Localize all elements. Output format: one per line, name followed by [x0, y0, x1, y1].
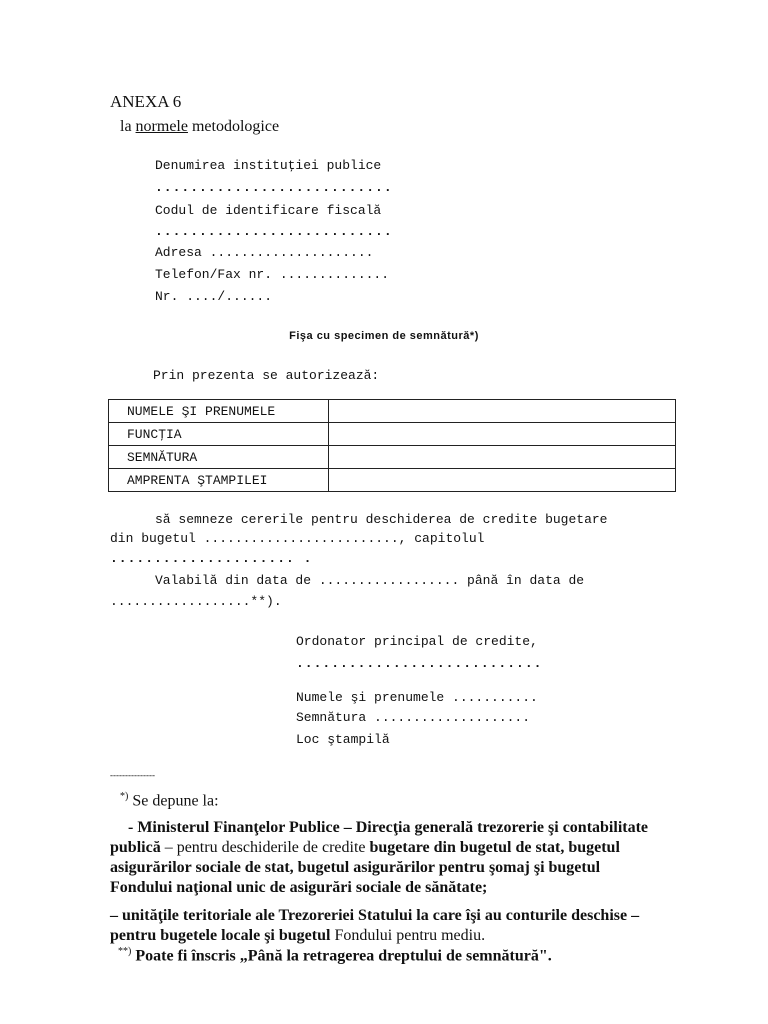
- footnote-1-p2-regular: Fondului pentru mediu.: [330, 927, 486, 944]
- annex-title: ANEXA 6: [110, 92, 182, 111]
- footnote-1-p1-bold-b: bugetare din bugetul de stat, bugetul asigurărilor sociale de stat, bugetul asigurărilor pentru şomaj şi bugetul Fondului naţional unic de asigurări sociale de sănătate;: [110, 839, 620, 896]
- footnote-1-p2-bold: – unităţile teritoriale ale Trezoreriei Statului la care îşi au conturile deschise – pentru bugetele locale şi bugetul: [110, 907, 640, 944]
- address-line: Adresa .....................: [155, 245, 374, 260]
- table-row: [109, 446, 676, 469]
- row-value-name: [329, 400, 676, 423]
- document-title: Fişa cu specimen de semnătură*): [289, 330, 479, 342]
- footnote-2-text: Poate fi înscris „Până la retragerea dreptului de semnătură".: [135, 947, 552, 965]
- footnote-1-p1-regular: – pentru deschiderile de credite: [160, 839, 370, 856]
- footnote-separator: ---------------: [110, 770, 155, 780]
- footnote-1-intro: [120, 791, 219, 810]
- table-row: [109, 423, 676, 446]
- row-value-signature: [329, 446, 676, 469]
- body-line-1: să semneze cererile pentru deschiderea de credite bugetare: [155, 512, 608, 527]
- registration-number-line: Nr. ..../......: [155, 289, 273, 304]
- fiscal-code-label: Codul de identificare fiscală: [155, 203, 382, 218]
- table-row: [109, 400, 676, 423]
- footnote-1-paragraph-2: [110, 906, 660, 946]
- footnote-1-paragraph-1: [110, 818, 660, 898]
- row-label-function: FUNCŢIA: [109, 423, 329, 446]
- table-row: [109, 469, 676, 492]
- institution-name-dots: ...........................: [155, 180, 393, 195]
- footnote-2-marker: **): [118, 946, 132, 957]
- footnote-1-marker: *): [120, 791, 129, 802]
- institution-name-label: Denumirea instituţiei publice: [155, 158, 382, 173]
- authorization-table: [108, 399, 676, 492]
- body-line-3: ..................... .: [110, 551, 313, 566]
- row-label-name: NUMELE ŞI PRENUMELE: [109, 400, 329, 423]
- signatory-title: Ordonator principal de credite,: [296, 634, 538, 649]
- row-value-stamp: [329, 469, 676, 492]
- stamp-place-line: Loc ştampilă: [296, 732, 390, 747]
- signatory-name-line: Numele şi prenumele ...........: [296, 690, 538, 705]
- signatory-dots: ............................: [296, 656, 543, 671]
- phone-fax-line: Telefon/Fax nr. ..............: [155, 267, 390, 282]
- footnote-2: [118, 946, 552, 965]
- footnote-1-p1-bold-a: - Ministerul Finanţelor Publice – Direcţia generală trezorerie şi contabilitate publică: [110, 819, 649, 856]
- row-label-stamp: AMPRENTA ŞTAMPILEI: [109, 469, 329, 492]
- signatory-signature-line: Semnătura ....................: [296, 710, 531, 725]
- authorization-intro: Prin prezenta se autorizează:: [153, 368, 380, 383]
- row-value-function: [329, 423, 676, 446]
- validity-line: Valabilă din data de .................. până în data de: [155, 573, 585, 588]
- row-label-signature: SEMNĂTURA: [109, 446, 329, 469]
- subtitle-suffix: metodologice: [187, 118, 280, 135]
- subtitle-prefix: la: [120, 118, 136, 135]
- body-line-2: din bugetul ........................., capitolul: [110, 531, 485, 546]
- annex-subtitle: [120, 118, 279, 136]
- validity-end-line: ..................**).: [110, 594, 282, 609]
- subtitle-underlined: normele: [135, 118, 188, 135]
- footnote-1-intro-text: Se depune la:: [132, 792, 219, 810]
- fiscal-code-dots: ...........................: [155, 224, 393, 239]
